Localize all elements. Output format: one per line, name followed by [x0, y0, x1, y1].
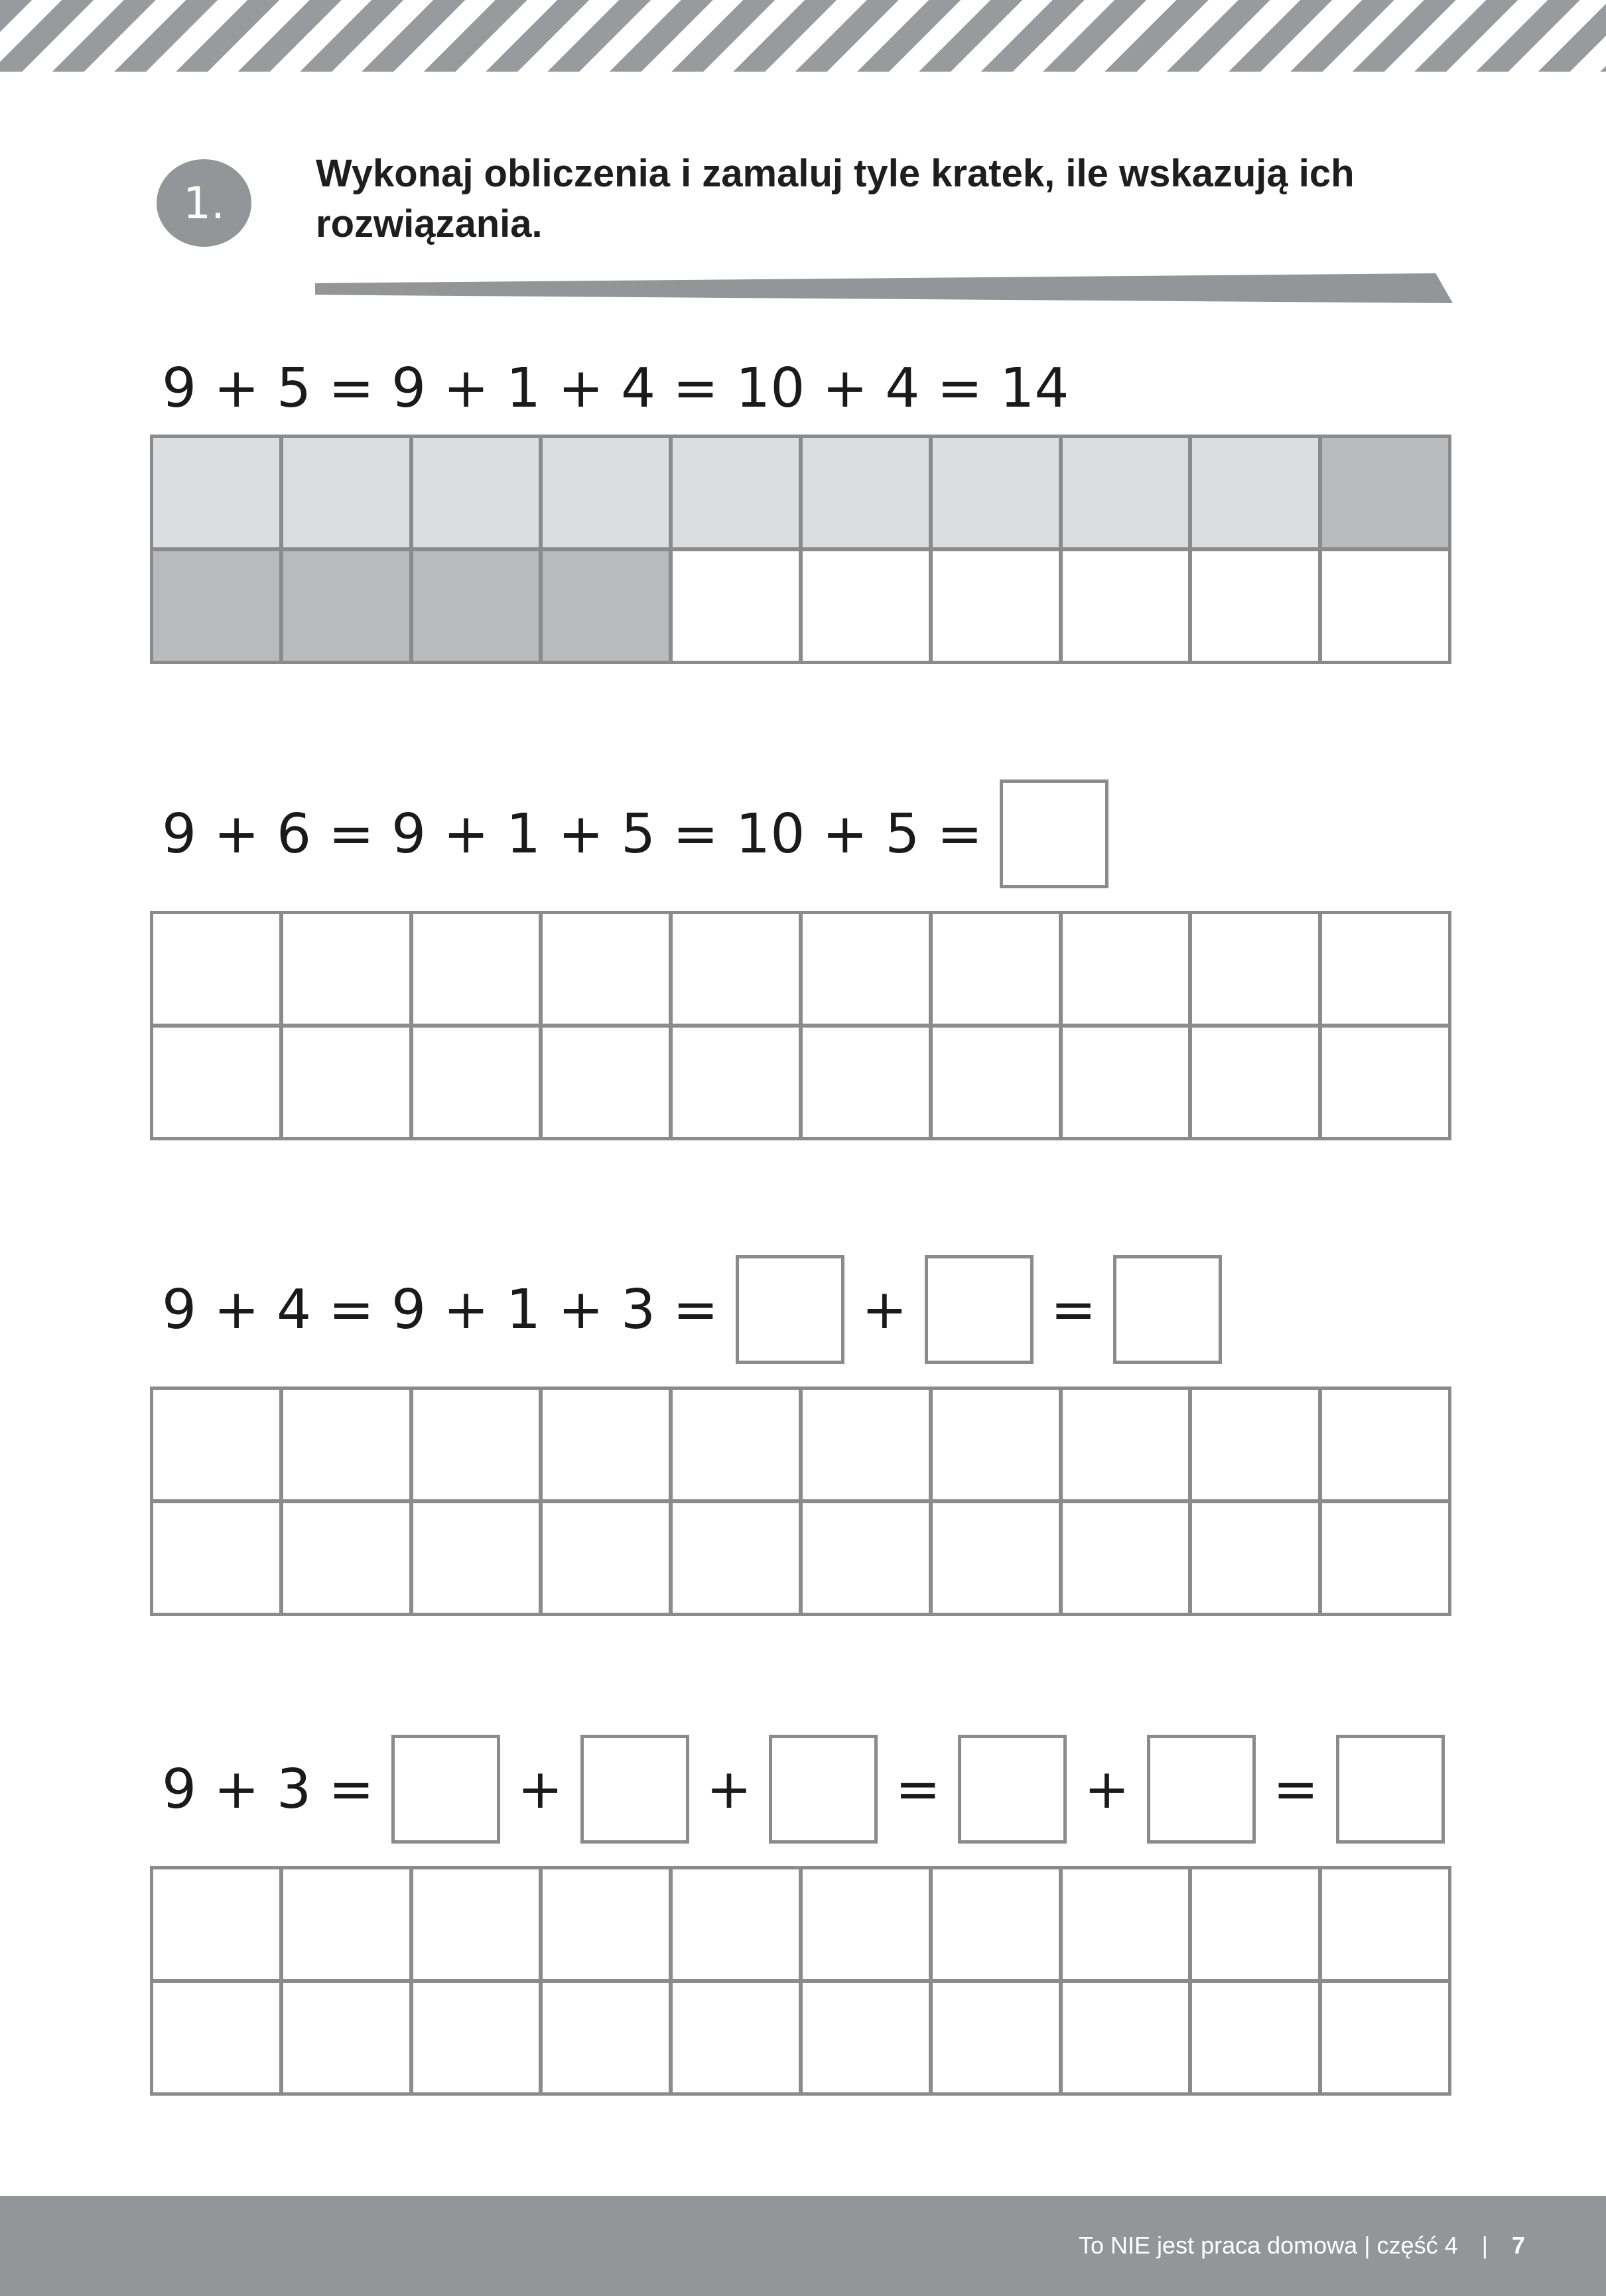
equation [162, 1731, 1462, 1847]
grid-cell[interactable] [1061, 912, 1191, 1026]
grid-cell[interactable] [281, 1981, 411, 2094]
grid-cell[interactable] [151, 1981, 281, 2094]
answer-box[interactable] [925, 1255, 1034, 1364]
grid-cell[interactable] [151, 912, 281, 1026]
grid-cell[interactable] [1320, 436, 1450, 549]
equation-text: 9 + 6 = 9 + 1 + 5 = 10 + 5 = [162, 802, 983, 866]
answer-box[interactable] [736, 1255, 844, 1364]
grid-cell[interactable] [1061, 1981, 1191, 2094]
instruction-underline-bar [315, 273, 1453, 303]
grid-cell[interactable] [151, 1026, 281, 1139]
grid-cell[interactable] [1061, 1867, 1191, 1981]
equation-text: 9 + 5 = 9 + 1 + 4 = 10 + 4 = 14 [162, 356, 1069, 420]
grid-cell[interactable] [671, 436, 801, 549]
grid-cell[interactable] [671, 1867, 801, 1981]
grid-cell[interactable] [1190, 1501, 1320, 1615]
instruction-line-1: Wykonaj obliczenia i zamaluj tyle kratek, ile wskazują ich [316, 152, 1355, 195]
grid-cell[interactable] [671, 1388, 801, 1501]
footer-title: To NIE jest praca domowa | część 4 [1079, 2232, 1458, 2259]
grid-cell[interactable] [1061, 1388, 1191, 1501]
grid-cell[interactable] [281, 1388, 411, 1501]
grid-cell[interactable] [411, 1867, 541, 1981]
grid-cell[interactable] [411, 1981, 541, 2094]
grid-cell[interactable] [1320, 1026, 1450, 1139]
grid-cell[interactable] [801, 912, 931, 1026]
grid-cell[interactable] [801, 1867, 931, 1981]
grid-cell[interactable] [1190, 1388, 1320, 1501]
grid-cell[interactable] [281, 1867, 411, 1981]
grid-cell[interactable] [1061, 1501, 1191, 1615]
equation-text: + [706, 1757, 752, 1821]
grid-cell[interactable] [931, 436, 1061, 549]
answer-box[interactable] [1000, 779, 1108, 888]
grid-cell[interactable] [931, 1026, 1061, 1139]
equation [162, 342, 1069, 435]
equation-text: = [895, 1757, 941, 1821]
grid-cell[interactable] [281, 1501, 411, 1615]
grid-cell[interactable] [411, 1388, 541, 1501]
grid-cell[interactable] [801, 1981, 931, 2094]
equation-text: + [517, 1757, 563, 1821]
grid-cell[interactable] [281, 912, 411, 1026]
answer-box[interactable] [769, 1735, 878, 1844]
grid-cell[interactable] [1190, 912, 1320, 1026]
equation [162, 776, 1126, 892]
grid-cell[interactable] [541, 1026, 671, 1139]
grid-cell[interactable] [541, 1981, 671, 2094]
grid-cell[interactable] [671, 1981, 801, 2094]
grid-cell[interactable] [1190, 1981, 1320, 2094]
equation-text: 9 + 3 = [162, 1757, 374, 1821]
grid-cell[interactable] [801, 1388, 931, 1501]
grid-cell[interactable] [281, 1026, 411, 1139]
answer-box[interactable] [580, 1735, 689, 1844]
grid-cell[interactable] [931, 1501, 1061, 1615]
grid-cell[interactable] [931, 1981, 1061, 2094]
grid-cell[interactable] [411, 436, 541, 549]
grid-cell[interactable] [1190, 1867, 1320, 1981]
grid-cell[interactable] [411, 1026, 541, 1139]
grid-cell[interactable] [1320, 912, 1450, 1026]
grid-cell[interactable] [151, 436, 281, 549]
counting-grid [150, 1386, 1451, 1616]
grid-cell[interactable] [1320, 1867, 1450, 1981]
grid-cell[interactable] [151, 1388, 281, 1501]
footer-text [1079, 2232, 1525, 2260]
grid-cell[interactable] [671, 549, 801, 663]
grid-cell[interactable] [1320, 549, 1450, 663]
equation-text: = [1272, 1757, 1319, 1821]
grid-cell[interactable] [931, 549, 1061, 663]
grid-cell[interactable] [1061, 549, 1191, 663]
grid-cell[interactable] [671, 1026, 801, 1139]
counting-grid [150, 1866, 1451, 2096]
striped-header-band [0, 0, 1606, 72]
grid-cell[interactable] [931, 1388, 1061, 1501]
equation [162, 1252, 1239, 1367]
grid-cell[interactable] [541, 1867, 671, 1981]
grid-cell[interactable] [151, 1867, 281, 1981]
grid-cell[interactable] [541, 549, 671, 663]
grid-cell[interactable] [1190, 1026, 1320, 1139]
counting-grid [150, 911, 1451, 1140]
grid-cell[interactable] [151, 1501, 281, 1615]
grid-cell[interactable] [931, 912, 1061, 1026]
grid-cell[interactable] [411, 1501, 541, 1615]
grid-cell[interactable] [1190, 436, 1320, 549]
equation-text: = [1050, 1278, 1097, 1341]
equation-text: + [861, 1278, 907, 1341]
grid-cell[interactable] [931, 1867, 1061, 1981]
task-number: 1. [183, 177, 225, 229]
counting-grid [150, 435, 1451, 664]
grid-cell[interactable] [1320, 1981, 1450, 2094]
grid-cell[interactable] [671, 912, 801, 1026]
equation-text: 9 + 4 = 9 + 1 + 3 = [162, 1278, 718, 1341]
answer-box[interactable] [391, 1735, 500, 1844]
task-number-badge [157, 159, 251, 247]
grid-cell[interactable] [1320, 1388, 1450, 1501]
grid-cell[interactable] [671, 1501, 801, 1615]
grid-cell[interactable] [541, 1388, 671, 1501]
grid-cell[interactable] [801, 549, 931, 663]
grid-cell[interactable] [1061, 1026, 1191, 1139]
equation-text: + [1084, 1757, 1130, 1821]
page-number: 7 [1511, 2232, 1525, 2259]
answer-box[interactable] [1336, 1735, 1445, 1844]
grid-cell[interactable] [801, 1026, 931, 1139]
task-instruction [316, 149, 1477, 249]
answer-box[interactable] [1147, 1735, 1256, 1844]
grid-cell[interactable] [1190, 549, 1320, 663]
grid-cell[interactable] [541, 912, 671, 1026]
grid-cell[interactable] [801, 436, 931, 549]
grid-cell[interactable] [151, 549, 281, 663]
instruction-line-2: rozwiązania. [316, 202, 543, 245]
grid-cell[interactable] [281, 436, 411, 549]
footer-separator: | [1481, 2232, 1488, 2259]
grid-cell[interactable] [801, 1501, 931, 1615]
page-footer [0, 2196, 1606, 2296]
answer-box[interactable] [958, 1735, 1067, 1844]
grid-cell[interactable] [541, 436, 671, 549]
grid-cell[interactable] [411, 549, 541, 663]
grid-cell[interactable] [411, 912, 541, 1026]
grid-cell[interactable] [281, 549, 411, 663]
answer-box[interactable] [1113, 1255, 1222, 1364]
grid-cell[interactable] [541, 1501, 671, 1615]
grid-cell[interactable] [1061, 436, 1191, 549]
grid-cell[interactable] [1320, 1501, 1450, 1615]
